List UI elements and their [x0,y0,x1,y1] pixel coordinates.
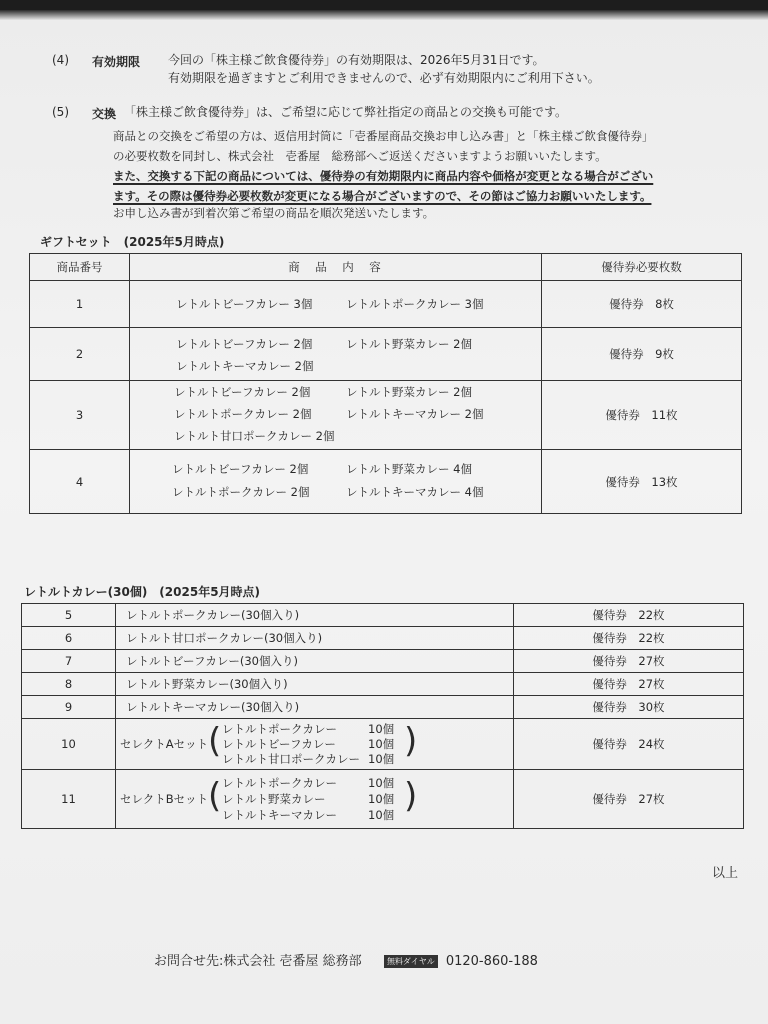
set-qty: 10個 [368,808,395,822]
free-dial-badge: 無料ダイヤル [384,955,438,968]
close-bracket: ) [404,721,418,761]
product-name: レトルトポークカレー(30個入り) [116,604,514,627]
product-number: 9 [22,696,116,719]
contact-info [154,950,538,969]
product-item: レトルトポークカレー 2個 [172,485,310,499]
tickets-required: 優待券 24枚 [514,719,744,770]
product-contents [130,281,542,328]
set-item: レトルトキーマカレー [222,808,337,822]
table-row [30,450,742,514]
tickets-required: 優待券 27枚 [514,770,744,829]
product-name: レトルトキーマカレー(30個入り) [116,696,514,719]
table-row [22,604,744,627]
product-item: レトルト野菜カレー 2個 [346,337,472,351]
retort-curry-caption: レトルトカレー(30個) (2025年5月時点) [24,585,261,599]
set-qty: 10個 [368,737,395,751]
tickets-required: 優待券 27枚 [514,650,744,673]
table-row [22,650,744,673]
tickets-required: 優待券 22枚 [514,604,744,627]
open-bracket: ( [208,776,222,816]
product-item: レトルト野菜カレー 2個 [346,385,472,399]
set-qty: 10個 [368,752,395,766]
tickets-required: 優待券 22枚 [514,627,744,650]
set-contents [116,719,514,770]
product-number: 3 [30,381,130,450]
product-number: 1 [30,281,130,328]
end-mark: 以上 [712,866,739,881]
section-5-line-5-emphasis: ます。その際は優待券必要枚数が変更になる場合がございますので、その節はご協力お願いいたします。 [113,189,652,203]
open-bracket: ( [208,721,222,761]
section-4-label: 有効期限 [92,55,141,69]
contact-label: お問合せ先:株式会社 壱番屋 総務部 [154,954,362,969]
section-5-line-2: 商品との交換をご希望の方は、返信用封筒に「壱番屋商品交換お申し込み書」と「株主様ご飲食優待券」 [113,129,654,143]
gift-set-table [29,253,742,514]
product-name: レトルト甘口ポークカレー(30個入り) [116,627,514,650]
product-item: レトルトビーフカレー 2個 [174,385,311,399]
table-row [30,381,742,450]
product-number: 5 [22,604,116,627]
product-item: レトルトキーマカレー 2個 [176,359,314,373]
product-contents [130,450,542,514]
gift-header-row [30,254,742,281]
scan-top-shadow [0,10,768,20]
tickets-required: 優待券 11枚 [542,381,742,450]
set-qty: 10個 [368,776,395,790]
set-item: レトルト甘口ポークカレー [222,752,360,766]
set-contents [116,770,514,829]
phone-number: 0120-860-188 [445,954,538,969]
product-name: レトルト野菜カレー(30個入り) [116,673,514,696]
set-qty: 10個 [368,722,395,736]
tickets-required: 優待券 13枚 [542,450,742,514]
section-5-line-4-emphasis: また、交換する下記の商品については、優待券の有効期限内に商品内容や価格が変更となる場合がござい [113,169,654,183]
section-4-number: (4) [52,53,69,67]
table-row [22,627,744,650]
product-item: レトルトキーマカレー 2個 [346,407,484,421]
tickets-required: 優待券 27枚 [514,673,744,696]
tickets-required: 優待券 30枚 [514,696,744,719]
product-number: 6 [22,627,116,650]
product-item: レトルトビーフカレー 2個 [176,337,313,351]
section-5-label: 交換 [92,107,117,121]
set-name: セレクトAセット [120,737,209,751]
product-item: レトルトポークカレー 3個 [346,297,484,311]
section-5-line-3: の必要枚数を同封し、株式会社 壱番屋 総務部へご返送くださいますようお願いいたします。 [113,149,607,163]
product-number: 7 [22,650,116,673]
product-number: 4 [30,450,130,514]
tickets-required: 優待券 8枚 [542,281,742,328]
set-qty: 10個 [368,792,395,806]
section-5-line-6: お申し込み書が到着次第ご希望の商品を順次発送いたします。 [113,206,435,220]
product-number: 11 [22,770,116,829]
product-number: 10 [22,719,116,770]
tickets-required: 優待券 9枚 [542,328,742,381]
table-row [30,328,742,381]
table-row [22,696,744,719]
retort-curry-table [21,603,744,829]
section-4-line-1: 今回の「株主様ご飲食優待券」の有効期限は、2026年5月31日です。 [168,53,545,67]
section-4-line-2: 有効期限を過ぎますとご利用できませんので、必ず有効期限内にご利用下さい。 [168,71,600,85]
product-number: 2 [30,328,130,381]
product-contents [130,328,542,381]
product-name: レトルトビーフカレー(30個入り) [116,650,514,673]
set-item: レトルトビーフカレー [222,737,336,751]
header-product-number: 商品番号 [30,254,130,281]
product-item: レトルトビーフカレー 2個 [172,462,309,476]
set-name: セレクトBセット [120,792,209,806]
product-item: レトルト野菜カレー 4個 [346,462,472,476]
close-bracket: ) [404,776,418,816]
header-product-contents: 商 品 内 容 [130,254,542,281]
section-5-number: (5) [52,105,69,119]
product-item: レトルトビーフカレー 3個 [176,297,313,311]
table-row [30,281,742,328]
section-5-line-1: 「株主様ご飲食優待券」は、ご希望に応じて弊社指定の商品との交換も可能です。 [124,105,568,119]
gift-set-caption: ギフトセット (2025年5月時点) [40,235,225,249]
product-item: レトルトポークカレー 2個 [174,407,312,421]
set-item: レトルト野菜カレー [222,792,326,806]
product-item: レトルトキーマカレー 4個 [346,485,484,499]
product-number: 8 [22,673,116,696]
set-item: レトルトポークカレー [222,722,337,736]
table-row [22,770,744,829]
table-row [22,673,744,696]
product-contents [130,381,542,450]
header-tickets-required: 優待券必要枚数 [542,254,742,281]
table-row [22,719,744,770]
product-item: レトルト甘口ポークカレー 2個 [174,429,335,443]
set-item: レトルトポークカレー [222,776,337,790]
